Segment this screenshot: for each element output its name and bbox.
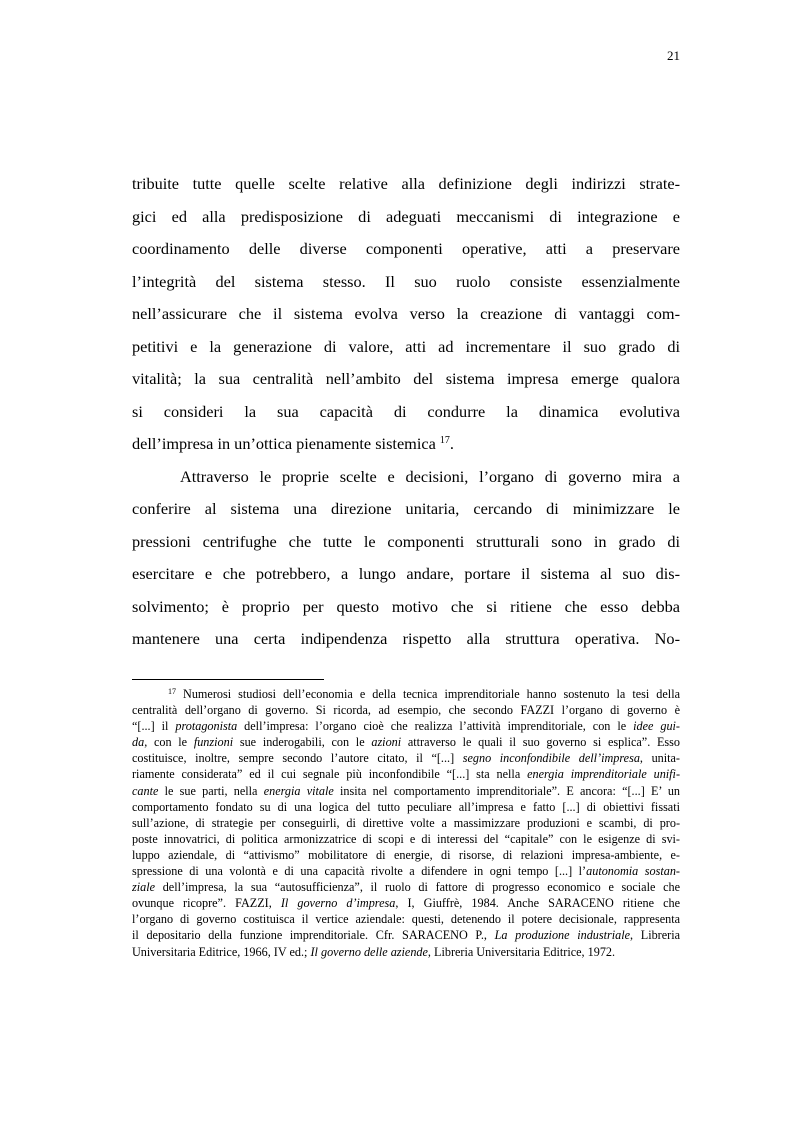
body-line: coordinamento delle diverse componenti operative, atti a preservare: [132, 239, 680, 258]
footnote-text: dell’impresa: l’organo cioè che realizza l’attività imprenditoriale, con le: [237, 719, 634, 734]
footnote-line: [132, 750, 680, 766]
footnote-line: [132, 734, 680, 750]
footnote-italic: segno inconfondibile dell’impresa: [462, 751, 640, 766]
paragraph-end-period: .: [449, 434, 454, 453]
footnote-text: “[...] il: [132, 719, 176, 734]
body-line: si consideri la sua capacità di condurre la dinamica evolutiva: [132, 401, 680, 421]
body-text: [132, 168, 680, 656]
body-line-last: [132, 428, 680, 461]
body-line: tribuite tutte quelle scelte relative alla definizione degli indirizzi strate-: [132, 174, 680, 193]
footnote-line: [132, 863, 680, 879]
footnote-italic: cante: [132, 783, 159, 798]
body-line: esercitare e che potrebbero, a lungo andare, portare il sistema al suo dis-: [132, 564, 680, 583]
footnote-italic: idee gui-: [633, 719, 680, 734]
footnote-line: [132, 783, 680, 799]
footnote-line: [132, 766, 680, 782]
footnote-italic: da: [132, 735, 145, 750]
footnote-italic: energia vitale: [263, 783, 334, 798]
footnote-text: riamente considerata” ed il cui segnale più inconfondibile “[...] sta nella: [132, 767, 528, 782]
footnote-italic: Il governo d’impresa: [280, 896, 396, 911]
body-line: conferire al sistema una direzione unitaria, cercando di minimizzare le: [132, 499, 680, 518]
body-line: nell’assicurare che il sistema evolva verso la creazione di vantaggi com-: [132, 304, 680, 323]
footnote-line: luppo aziendale, di “attivismo” mobilitatore di energie, di risorse, di relazioni impresa-ambiente, e-: [132, 847, 680, 862]
footnote-separator: [132, 679, 324, 680]
footnote-text: dell’impresa, la sua “autosufficienza”, il ruolo di fattore di progresso economico e sociale che: [155, 880, 680, 895]
footnote-line: [132, 927, 680, 943]
footnote-text: insita nel comportamento imprenditoriale”. E ancora: “[...] E’ un: [333, 783, 680, 798]
footnote-text: le sue parti, nella: [158, 783, 264, 798]
footnote-italic: azioni: [371, 735, 402, 750]
footnote-italic: autonomia sostan-: [586, 864, 680, 879]
footnote-line: [132, 718, 680, 734]
footnote-text: , Libreria: [630, 928, 680, 943]
footnote-text: attraverso le quali il suo governo si esplica”. Esso: [401, 735, 680, 750]
footnote-text: il depositario della funzione imprenditoriale. Cfr. SARACENO P.,: [132, 928, 495, 943]
footnote-text: ovunque ricopre”. FAZZI,: [132, 896, 281, 911]
footnote-text: , con le: [144, 735, 194, 750]
body-line: Attraverso le proprie scelte e decisioni, l’organo di governo mira a: [180, 466, 680, 486]
footnote-italic: La produzione industriale: [494, 928, 631, 943]
footnote-line: [132, 879, 680, 895]
footnote-text: sue inderogabili, con le: [233, 735, 372, 750]
body-line: mantenere una certa indipendenza rispetto alla struttura operativa. No-: [132, 629, 680, 648]
footnote-text: Numerosi studiosi dell’economia e della tecnica imprenditoriale hanno sostenuto la tesi della: [183, 687, 680, 701]
footnote-line: comportamento fondato su di una logica del tutto peculiare all’impresa e fatto [...] di obiettivi fissati: [132, 799, 680, 814]
body-line: vitalità; la sua centralità nell’ambito del sistema impresa emerge qualora: [132, 369, 680, 388]
body-line-text: dell’impresa in un’ottica pienamente sistemica: [132, 434, 436, 453]
footnote-italic: funzioni: [193, 735, 234, 750]
footnote-line: sull’azione, di strategie per conseguirli, di direttive volte a massimizzare produzioni e scambi, di pro-: [132, 815, 680, 830]
footnote-line: l’organo di governo costituisca il vertice aziendale: questi, detenendo il potere decisionale, rappresenta: [132, 912, 680, 927]
footnote-text: , Libreria Universitaria Editrice, 1972.: [427, 944, 616, 959]
body-line: pressioni centrifughe che tutte le componenti strutturali sono in grado di: [132, 531, 680, 551]
footnote-text: , unita-: [639, 751, 680, 766]
footnote-marker: 17: [168, 687, 176, 696]
footnote-italic: ziale: [132, 880, 156, 895]
body-line: l’integrità del sistema stesso. Il suo ruolo consiste essenzialmente: [132, 271, 680, 291]
footnote-italic: Il governo delle aziende: [310, 944, 428, 959]
footnote-line: [132, 944, 680, 960]
footnote-text: , I, Giuffrè, 1984. Anche SARACENO ritiene che: [395, 896, 680, 911]
footnote-line: centralità dell’organo di governo. Si ricorda, ad esempio, che secondo FAZZI l’organo di governo è: [132, 703, 680, 718]
footnote-text: Universitaria Editrice, 1966, IV ed.;: [132, 944, 311, 959]
footnote-reference: 17: [439, 435, 450, 446]
footnote-line: [132, 686, 680, 702]
footnote-text: costituisce, inoltre, sempre secondo l’autore citato, il “[...]: [132, 751, 463, 766]
body-line: gici ed alla predisposizione di adeguati meccanismi di integrazione e: [132, 206, 680, 226]
footnote: [132, 686, 680, 960]
body-line: solvimento; è proprio per questo motivo che si ritiene che esso debba: [132, 596, 680, 616]
footnote-line: poste innovatrici, di politica armonizzatrice di scopi e di interessi del “capitale” con le esigenze di svi-: [132, 831, 680, 846]
page-number: 21: [667, 48, 680, 63]
footnote-italic: protagonista: [175, 719, 238, 734]
body-line: petitivi e la generazione di valore, atti ad incrementare il suo grado di: [132, 336, 680, 356]
footnote-italic: energia imprenditoriale unifi-: [527, 767, 680, 782]
footnote-text: spressione di una volontà e di una capacità rivolte a difendere in ogni tempo [...] l’: [132, 864, 587, 879]
footnote-line: [132, 895, 680, 911]
